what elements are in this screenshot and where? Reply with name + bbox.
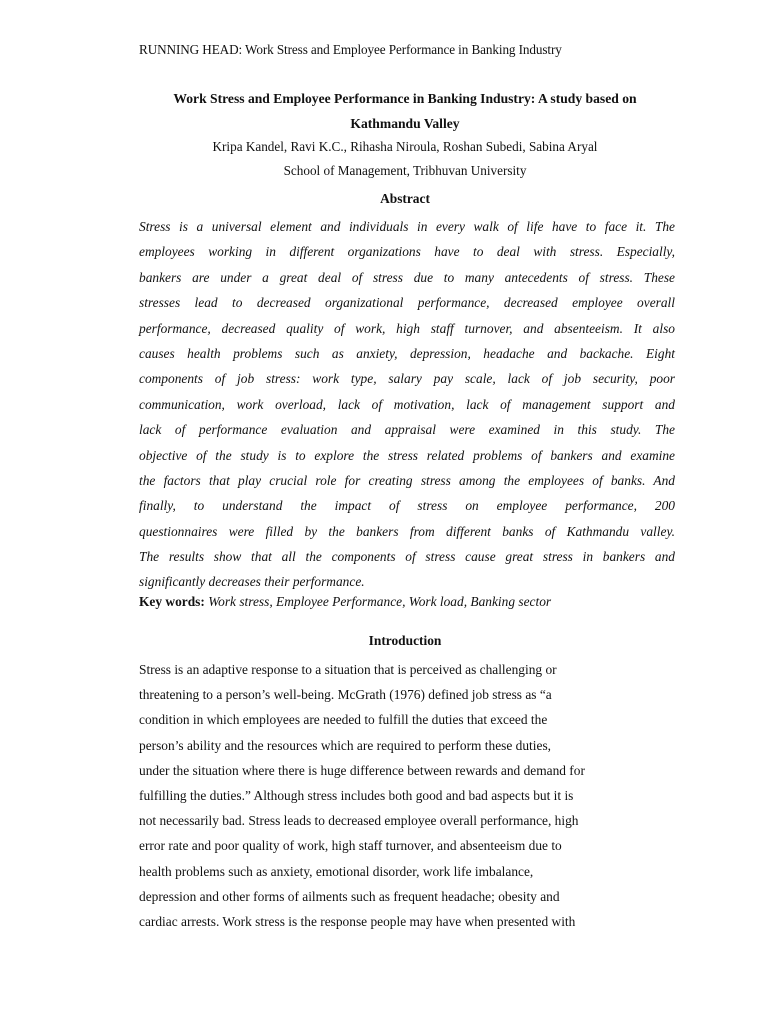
introduction-heading: Introduction [368,633,442,648]
abstract-line: components of job stress: work type, salary pay scale, lack of job security, poor [139,371,675,387]
introduction-line: depression and other forms of ailments such as frequent headache; obesity and [139,888,560,904]
title-line-1: Work Stress and Employee Performance in Banking Industry: A study based on [173,91,637,106]
paper-title [120,86,690,136]
introduction-line: condition in which employees are needed to fulfill the duties that exceed the [139,712,548,728]
keywords-values: Work stress, Employee Performance, Work load, Banking sector [208,594,552,609]
introduction-line: under the situation where there is huge difference between rewards and demand for [139,762,585,778]
abstract-line: performance, decreased quality of work, high staff turnover, and absenteeism. It also [139,320,675,336]
affiliation: School of Management, Tribhuvan University [283,163,527,178]
abstract-line: employees working in different organizations have to deal with stress. Especially, [139,244,675,260]
abstract-body [139,214,675,595]
introduction-line: threatening to a person’s well-being. McGrath (1976) defined job stress as “a [139,687,552,703]
introduction-line: Stress is an adaptive response to a situation that is perceived as challenging or [139,662,557,677]
abstract-line: lack of performance evaluation and appraisal were examined in this study. The [139,422,675,438]
abstract-line: stresses lead to decreased organizational performance, decreased employee overall [139,295,675,311]
abstract-line: communication, work overload, lack of motivation, lack of management support and [139,396,675,412]
introduction-line: cardiac arrests. Work stress is the response people may have when presented with [139,913,576,929]
introduction-line: health problems such as anxiety, emotional disorder, work life imbalance, [139,863,534,879]
introduction-line: error rate and poor quality of work, high staff turnover, and absenteeism due to [139,838,562,854]
abstract-line: The results show that all the components of stress cause great stress in bankers and [139,549,675,565]
abstract-line: questionnaires were filled by the bankers from different banks of Kathmandu valley. [139,523,675,539]
abstract-line: Stress is a universal element and individuals in every walk of life have to face it. The [139,219,675,234]
abstract-line: significantly decreases their performance. [139,574,365,590]
keywords-label: Key words: [139,594,205,609]
title-line-2: Kathmandu Valley [350,116,460,131]
abstract-heading: Abstract [380,191,430,206]
introduction-line: not necessarily bad. Stress leads to decreased employee overall performance, high [139,813,579,829]
abstract-line: objective of the study is to explore the stress related problems of bankers and examine [139,447,675,463]
abstract-line: bankers are under a great deal of stress due to many antecedents of stress. These [139,269,675,285]
abstract-line: finally, to understand the impact of stress on employee performance, 200 [139,498,675,514]
introduction-line: fulfilling the duties.” Although stress includes both good and bad aspects but it is [139,787,574,803]
introduction-line: person’s ability and the resources which are required to perform these duties, [139,737,551,753]
keywords [139,594,551,610]
author-block [120,135,690,183]
abstract-line: the factors that play crucial role for creating stress among the employees of banks. And [139,472,675,488]
abstract-line: causes health problems such as anxiety, depression, headache and backache. Eight [139,345,675,361]
author-list: Kripa Kandel, Ravi K.C., Rihasha Niroula, Roshan Subedi, Sabina Aryal [212,139,598,154]
introduction-body [139,657,675,934]
running-head: RUNNING HEAD: Work Stress and Employee Performance in Banking Industry [139,42,562,57]
